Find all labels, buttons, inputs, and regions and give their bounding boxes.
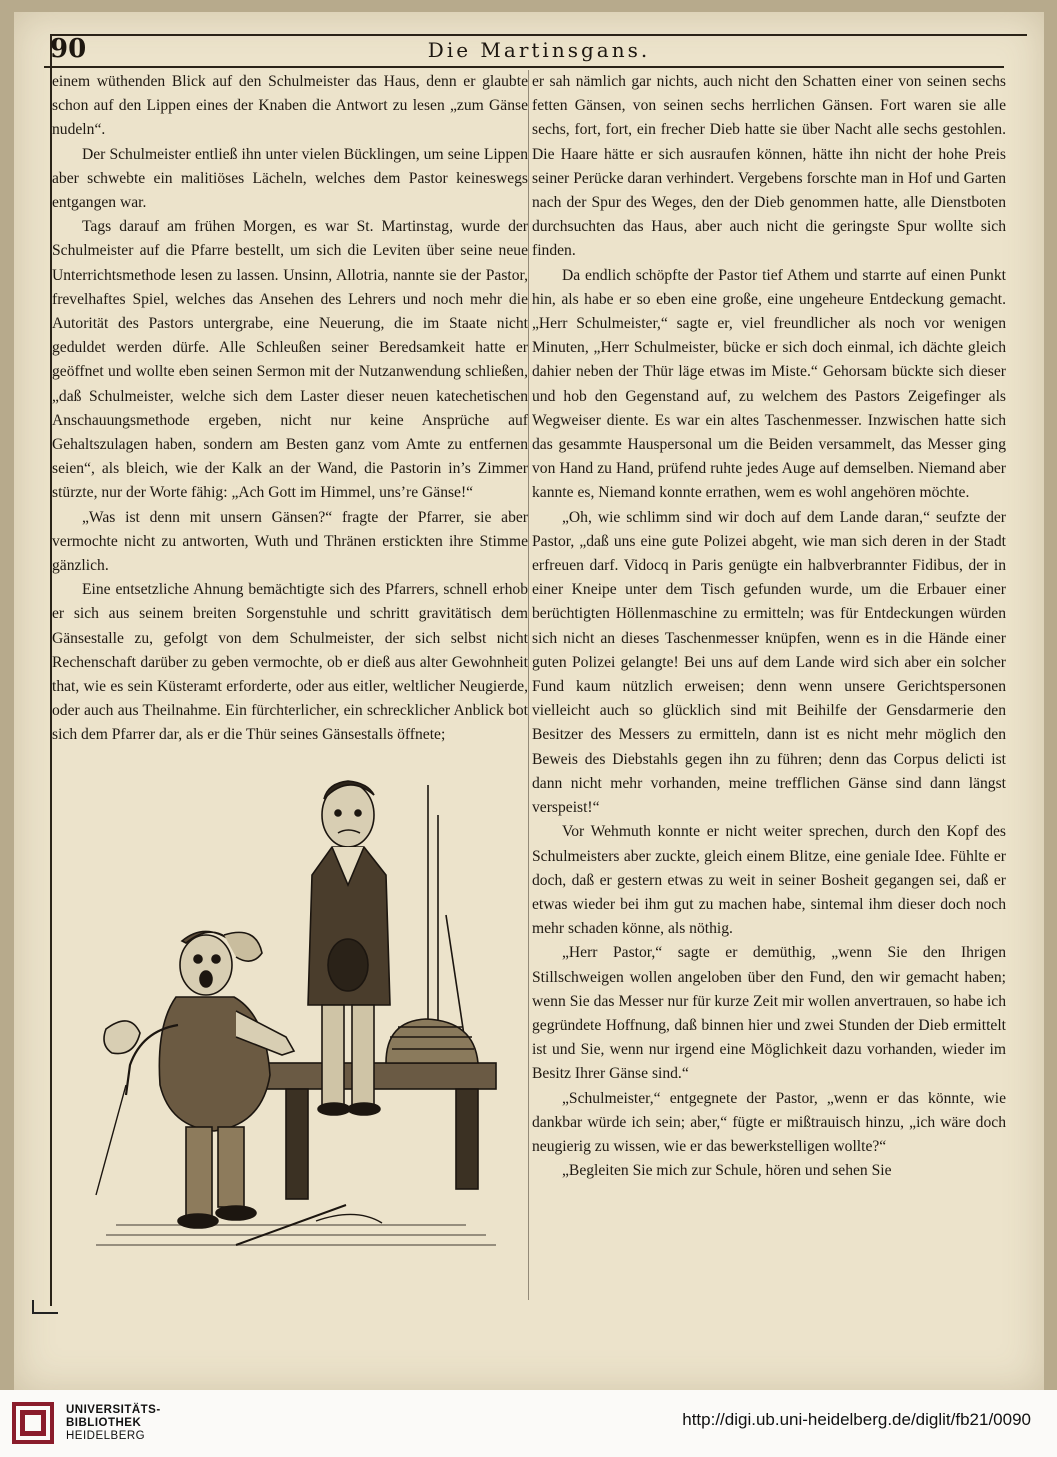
permalink-url[interactable]: http://digi.ub.uni-heidelberg.de/diglit/fb21/0090 [682,1410,1031,1429]
paragraph: Tags darauf am frühen Morgen, es war St. Martinstag, wurde der Schulmeister auf die Pfarre bestellt, um sich die Leviten über seine neue Unterrichtsmethode lesen zu lassen. Unsinn, Allotria, nannte sie der Pastor, frevelhaftes Spiel, welches das Ansehen des Lehrers und noch mehr die Autorität des Pastors untergrabe, eine Neuerung, die im Staate nicht geduldet werden dürfe. Alle Schleußen seiner Beredsamkeit hatte er geöffnet und wollte eben seinen Sermon mit der Nutzanwendung schließen, „daß Schulmeister, welche sich dem Laster dieser neuen katechetischen Anschauungsmethode ergeben, nicht nur keine Ansprüche auf Gehaltszulagen haben, sondern am Besten ganz vom Amte zu entfernen seien“, als bleich, wie der Kalk an der Wand, die Pastorin in’s Zimmer stürzte, nur der Worte fähig: „Ach Gott im Himmel, uns’re Gänse!“ [52,218,528,502]
paragraph: „Schulmeister,“ entgegnete der Pastor, „wenn er das könnte, wie dankbar würde ich sein; aber,“ fügte er mißtrauisch hinzu, „ich wäre doch neugierig zu wissen, wie er das bewerkstelligen wollte?“ [532,1089,1006,1155]
paragraph: Eine entsetzliche Ahnung bemächtigte sich des Pfarrers, schnell erhob er sich aus seinem breiten Sorgenstuhle und schritt gravitätisch dem Gänsestalle zu, gefolgt von dem Schulmeister, der sich selbst nicht Rechenschaft darüber zu geben vermochte, ob er dieß aus alter Gewohnheit that, wie es sein Küsteramt erforderte, oder aus eitler, weltlicher Neugierde, oder auch aus Theilnahme. Ein fürchterlicher, ein schrecklicher Anblick bot sich dem Pfarrer dar, als er die Thür seines Gänsestalls öffnete; [52,581,528,744]
column-divider [528,70,529,1300]
crop-mark [32,1300,58,1314]
logo-line: UNIVERSITÄTS- [66,1404,161,1416]
library-emblem-icon [10,1400,56,1446]
paragraph: Der Schulmeister entließ ihn unter vielen Bücklingen, um seine Lippen aber schwebte ein malitiöses Lächeln, welches dem Pastor keineswegs entgangen war. [52,145,528,212]
engraving-illustration [86,775,506,1255]
logo-line: BIBLIOTHEK [66,1417,142,1429]
paragraph: Da endlich schöpfte der Pastor tief Athem und starrte auf einen Punkt hin, als habe er so eben eine große, eine ungeheure Entdeckung gemacht. „Herr Schulmeister,“ sagte er, viel freundlicher als noch vor wenigen Minuten, „Herr Schulmeister, bücke er sich doch einmal, ich dächte gleich dahier neben der Thür läge etwas im Miste.“ Gehorsam bückte sich dieser und hob den Gegenstand auf, zu welchem des Pastors Zeigefinger als Wegweiser diente. Es war ein altes Taschenmesser. Inzwischen hatte sich das gesammte Hauspersonal um die Beiden versammelt, das Messer ging von Hand zu Hand, prüfend ruhte jedes Auge auf demselben. Niemand aber kannte es, Niemand konnte errathen, wem es wohl angehören möchte. [532,266,1006,502]
logo-line: HEIDELBERG [66,1430,146,1442]
paragraph: Vor Wehmuth konnte er nicht weiter sprechen, durch den Kopf des Schulmeisters aber zuckte, gleich einem Blitze, eine geniale Idee. Fühlte er doch, daß er gestern etwas zu weit in seiner Bosheit gegangen sei, daß er etwas wieder bei ihm gut zu machen habe, sintemal ihm dieser doch noch mehr schaden könne, als nöthig. [532,823,1006,938]
page-header [44,32,1004,68]
paragraph: „Begleiten Sie mich zur Schule, hören und sehen Sie [562,1162,892,1180]
right-column [532,70,1006,1183]
library-footer [0,1390,1057,1457]
left-column [52,70,528,748]
paragraph: er sah nämlich gar nichts, auch nicht den Schatten einer von seinen sechs fetten Gänsen, von seinen sechs herrlichen Gänsen. Fort waren sie alle sechs, fort, fort, ein frecher Dieb hatte sie über Nacht alle sechs gestohlen. Die Haare hätte er sich ausraufen können, hätte ihn nicht der hohe Preis seiner Perücke daran verhindert. Vergebens forschte man in Hof und Garten nach der Spur des Weges, den der Dieb genommen hatte, alle Dienstboten durchsuchten das Haus, aber auch nicht die geringste Spur wollte sich finden. [532,73,1006,260]
university-library-logo[interactable] [10,1400,270,1448]
paragraph: einem wüthenden Blick auf den Schulmeister das Haus, denn er glaubte schon auf den Lippen eines der Knaben die Antwort zu lesen „zum Gänse nudeln“. [52,73,528,139]
page-number: 90 [50,34,87,64]
logo-wordmark [66,1404,161,1443]
paragraph: „Was ist denn mit unsern Gänsen?“ fragte der Pfarrer, sie aber vermochte nicht zu antworten, Wuth und Thränen erstickten ihre Stimme gänzlich. [52,508,528,575]
paragraph: „Herr Pastor,“ sagte er demüthig, „wenn Sie den Ihrigen Stillschweigen wollen angeloben über den Fund, den wir gemacht haben; wenn Sie das Messer nur für kurze Zeit mir wollen anvertrauen, so habe ich gegründete Hoffnung, daß binnen hier und zwei Stunden der Dieb ermittelt ist und Sie, wenn nur irgend eine Möglichkeit dazu vorhanden, wieder im Besitz Ihrer Gänse sind.“ [532,944,1006,1083]
running-title: Die Martinsgans. [427,38,651,62]
paragraph: „Oh, wie schlimm sind wir doch auf dem Lande daran,“ seufzte der Pastor, „daß uns eine gute Polizei abgeht, wie man sich deren in der Stadt erfreuen darf. Vidocq in Paris genügte ein halbverbrannter Fidibus, der in einer Kneipe unter dem Tisch gefunden wurde, um die Erbauer einer berüchtigten Höllenmaschine zu ermitteln; was für Entdeckungen würden sich nicht an dieses Taschenmesser knüpfen, wenn es in die Hände einer guten Polizei gelangte! Bei uns auf dem Lande wird sich aber ein solcher Fund kaum nützlich erweisen; denn wenn unsere Gerichtspersonen vielleicht auch so glücklich sind mit Beihilfe der Gensdarmerie den Besitzer des Messers zu ermitteln, dann ist es nicht mehr möglich den Beweis des Diebstahls gegen ihn zu führen; denn das Corpus delicti ist dann nicht mehr vorhanden, meine trefflichen Gänse sind dann längst verspeist!“ [532,508,1006,817]
